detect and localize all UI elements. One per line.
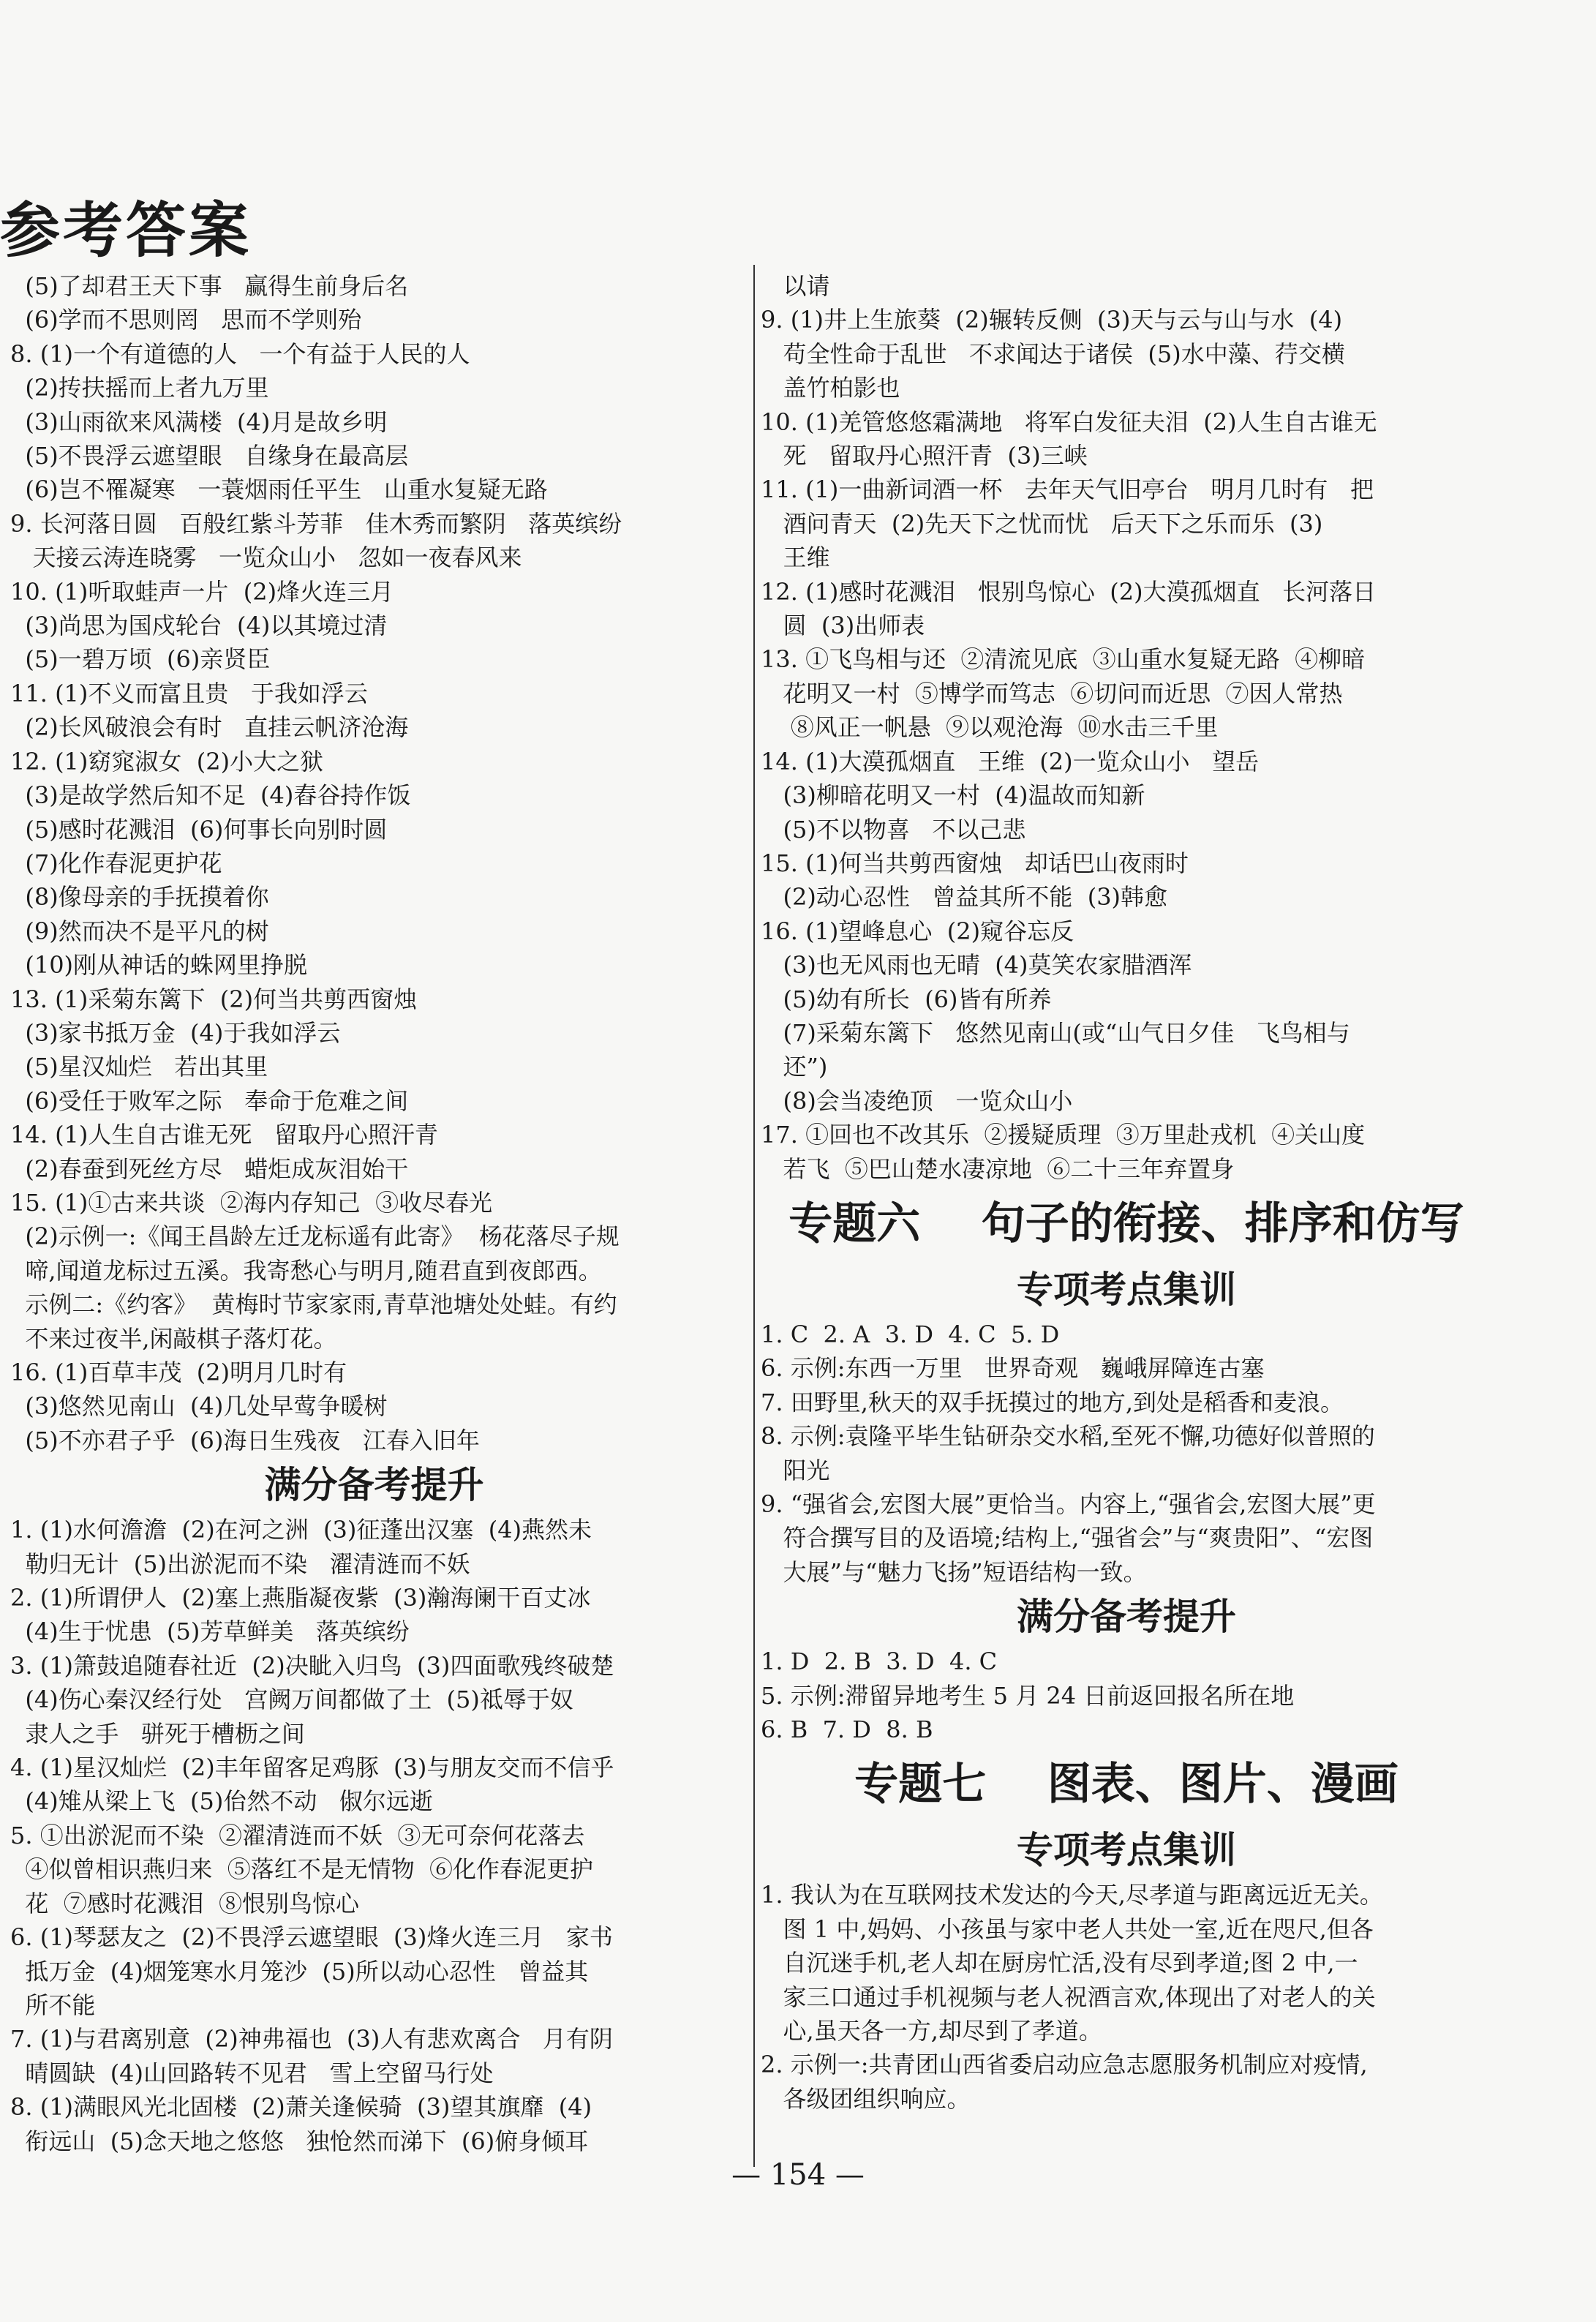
answer-line: 11. (1)不义而富且贵 于我如浮云: [10, 679, 368, 707]
answer-line: (6)受任于败军之际 奉命于危难之间: [10, 1086, 409, 1115]
answer-line: 盖竹柏影也: [761, 374, 900, 402]
answer-line: 1. C 2. A 3. D 4. C 5. D: [761, 1320, 1060, 1348]
answer-line: 各级团组织响应。: [761, 2084, 971, 2113]
answer-line: (5)幼有所长 (6)皆有所养: [761, 985, 1052, 1013]
answer-line: (5)不以物喜 不以己悲: [761, 815, 1026, 843]
answer-line: 自沉迷手机,老人却在厨房忙活,没有尽到孝道;图 2 中,一: [761, 1949, 1358, 1977]
page-title: 参考答案: [0, 196, 252, 266]
section-heading: 专题六 句子的衔接、排序和仿写: [788, 1198, 1464, 1250]
answer-line: 10. (1)羌管悠悠霜满地 将军白发征夫泪 (2)人生自古谁无: [761, 407, 1377, 436]
answer-line: 5. 示例:滞留异地考生 5 月 24 日前返回报名所在地: [761, 1681, 1295, 1710]
answer-line: (5)不亦君子乎 (6)海日生残夜 江春入旧年: [10, 1426, 480, 1454]
answer-line: (3)是故学然后知不足 (4)舂谷持作饭: [10, 781, 411, 810]
answer-line: (5)一碧万顷 (6)亲贤臣: [10, 645, 271, 674]
answer-line: 心,虽天各一方,却尽到了孝道。: [761, 2017, 1102, 2045]
subsection-heading: 满分备考提升: [1017, 1596, 1236, 1639]
answer-line: 若飞 ⑤巴山楚水凄凉地 ⑥二十三年弃置身: [761, 1154, 1235, 1183]
answer-line: (2)长风破浪会有时 直挂云帆济沧海: [10, 713, 409, 742]
answer-line: 还”): [761, 1053, 828, 1081]
answer-line: 阳光: [761, 1456, 830, 1484]
answer-line: (7)化作春泥更护花: [10, 849, 222, 877]
subsection-heading: 专项考点集训: [1017, 1268, 1236, 1311]
answer-line: 抵万金 (4)烟笼寒水月笼沙 (5)所以动心忍性 曾益其: [10, 1957, 589, 1985]
answer-line: 14. (1)人生自古谁无死 留取丹心照汗青: [10, 1121, 438, 1149]
answer-line: ⑧风正一帆悬 ⑨以观沧海 ⑩水击三千里: [761, 713, 1219, 742]
answer-line: 13. ①飞鸟相与还 ②清流见底 ③山重水复疑无路 ④柳暗: [761, 645, 1366, 674]
subsection-heading: 满分备考提升: [264, 1464, 484, 1507]
answer-line: 6. (1)琴瑟友之 (2)不畏浮云遮望眼 (3)烽火连三月 家书: [10, 1923, 613, 1952]
answer-line: 13. (1)采菊东篱下 (2)何当共剪西窗烛: [10, 985, 418, 1013]
answer-line: (9)然而决不是平凡的树: [10, 917, 269, 945]
answer-line: 死 留取丹心照汗青 (3)三峡: [761, 442, 1088, 470]
answer-line: (7)采菊东篱下 悠然见南山(或“山气日夕佳 飞鸟相与: [761, 1018, 1350, 1047]
answer-line: 隶人之手 骈死于槽枥之间: [10, 1719, 305, 1748]
answer-line: 6. 示例:东西一万里 世界奇观 巍峨屏障连古塞: [761, 1354, 1265, 1383]
answer-line: 11. (1)一曲新词酒一杯 去年天气旧亭台 明月几时有 把: [761, 476, 1374, 504]
answer-line: (5)了却君王天下事 赢得生前身后名: [10, 272, 409, 300]
answer-line: 晴圆缺 (4)山回路转不见君 雪上空留马行处: [10, 2059, 494, 2087]
answer-line: (6)岂不罹凝寒 一蓑烟雨任平生 山重水复疑无路: [10, 476, 548, 504]
answer-line: 符合撰写目的及语境;结构上,“强省会”与“爽贵阳”、“宏图: [761, 1524, 1374, 1552]
answer-line: 圆 (3)出师表: [761, 612, 925, 640]
answer-line: (5)感时花溅泪 (6)何事长向别时圆: [10, 815, 388, 843]
answer-line: (2)动心忍性 曾益其所不能 (3)韩愈: [761, 883, 1168, 912]
answer-line: 9. 长河落日圆 百般红紫斗芳菲 佳木秀而繁阴 落英缤纷: [10, 509, 622, 538]
answer-line: 7. 田野里,秋天的双手抚摸过的地方,到处是稻香和麦浪。: [761, 1388, 1344, 1416]
answer-line: (6)学而不思则罔 思而不学则殆: [10, 306, 362, 334]
answer-line: 花明又一村 ⑤博学而笃志 ⑥切问而近思 ⑦因人常热: [761, 679, 1343, 707]
answer-line: 8. 示例:袁隆平毕生钻研杂交水稻,至死不懈,功德好似普照的: [761, 1422, 1375, 1451]
subsection-heading: 专项考点集训: [1017, 1829, 1236, 1872]
answer-line: 苟全性命于乱世 不求闻达于诸侯 (5)水中藻、荇交横: [761, 339, 1345, 368]
answer-line: 12. (1)感时花溅泪 恨别鸟惊心 (2)大漠孤烟直 长河落日: [761, 577, 1377, 606]
answer-line: (10)刚从神话的蛛网里挣脱: [10, 951, 308, 980]
answer-line: 9. (1)井上生旅葵 (2)辗转反侧 (3)天与云与山与水 (4): [761, 306, 1343, 334]
answer-line: 花 ⑦感时花溅泪 ⑧恨别鸟惊心: [10, 1889, 360, 1917]
answer-line: 16. (1)百草丰茂 (2)明月几时有: [10, 1359, 347, 1386]
answer-line: (3)柳暗花明又一村 (4)温故而知新: [761, 781, 1145, 810]
answer-line: 天接云涛连晓雾 一览众山小 忽如一夜春风来: [10, 544, 522, 572]
answer-line: 9. “强省会,宏图大展”更恰当。内容上,“强省会,宏图大展”更: [761, 1490, 1376, 1518]
answer-line: 5. ①出淤泥而不染 ②濯清涟而不妖 ③无可奈何花落去: [10, 1821, 585, 1849]
answer-line: 不来过夜半,闲敲棋子落灯花。: [10, 1324, 337, 1353]
answer-line: (2)春蚕到死丝方尽 蜡炬成灰泪始干: [10, 1154, 409, 1183]
right-column: [761, 269, 1492, 2116]
answer-line: 示例二:《约客》 黄梅时节家家雨,青草池塘处处蛙。有约: [10, 1290, 617, 1319]
answer-line: (4)雉从梁上飞 (5)佁然不动 俶尔远逝: [10, 1787, 433, 1816]
left-column: [10, 269, 738, 2158]
answer-line: 4. (1)星汉灿烂 (2)丰年留客足鸡豚 (3)与朋友交而不信乎: [10, 1754, 614, 1782]
answer-line: 10. (1)听取蛙声一片 (2)烽火连三月: [10, 577, 394, 606]
answer-line: (8)会当凌绝顶 一览众山小: [761, 1086, 1073, 1115]
answer-line: (3)悠然见南山 (4)几处早莺争暖树: [10, 1392, 388, 1421]
answer-line: ④似曾相识燕归来 ⑤落红不是无情物 ⑥化作春泥更护: [10, 1855, 594, 1884]
answer-line: (8)像母亲的手抚摸着你: [10, 883, 269, 912]
answer-line: (4)生于忧患 (5)芳草鲜美 落英缤纷: [10, 1617, 410, 1646]
answer-line: (3)家书抵万金 (4)于我如浮云: [10, 1018, 341, 1047]
column-divider: [753, 265, 755, 2167]
answer-line: (3)也无风雨也无晴 (4)莫笑农家腊酒浑: [761, 951, 1192, 980]
answer-line: 所不能: [10, 1991, 96, 2019]
answer-line: 王维: [761, 544, 830, 572]
answer-line: 8. (1)满眼风光北固楼 (2)萧关逢候骑 (3)望其旗靡 (4): [10, 2093, 592, 2122]
answer-line: 7. (1)与君离别意 (2)神弗福也 (3)人有悲欢离合 月有阴: [10, 2025, 613, 2054]
answer-line: 14. (1)大漠孤烟直 王维 (2)一览众山小 望岳: [761, 747, 1260, 775]
answer-line: (3)山雨欲来风满楼 (4)月是故乡明: [10, 407, 388, 436]
answer-line: (3)尚思为国戍轮台 (4)以其境过清: [10, 612, 388, 640]
answer-line: 6. B 7. D 8. B: [761, 1716, 933, 1744]
answer-line: (2)抟扶摇而上者九万里: [10, 374, 269, 402]
answer-line: (5)星汉灿烂 若出其里: [10, 1053, 268, 1081]
answer-line: 15. (1)①古来共谈 ②海内存知己 ③收尽春光: [10, 1188, 493, 1217]
answer-line: 1. 我认为在互联网技术发达的今天,尽孝道与距离远近无关。: [761, 1881, 1383, 1909]
answer-line: 17. ①回也不改其乐 ②援疑质理 ③万里赴戎机 ④关山度: [761, 1121, 1366, 1149]
section-heading: 专题七 图表、图片、漫画: [854, 1759, 1399, 1811]
answer-line: 12. (1)窈窕淑女 (2)小大之狱: [10, 747, 324, 775]
answer-line: 2. (1)所谓伊人 (2)塞上燕脂凝夜紫 (3)瀚海阑干百丈冰: [10, 1584, 591, 1612]
answer-line: 家三口通过手机视频与老人祝酒言欢,体现出了对老人的关: [761, 1983, 1376, 2011]
answer-line: 1. D 2. B 3. D 4. C: [761, 1647, 998, 1676]
answer-line: 16. (1)望峰息心 (2)窥谷忘反: [761, 917, 1074, 945]
answer-line: 8. (1)一个有道德的人 一个有益于人民的人: [10, 339, 470, 368]
answer-line: 2. 示例一:共青团山西省委启动应急志愿服务机制应对疫情,: [761, 2051, 1368, 2079]
answer-line: 大展”与“魅力飞扬”短语结构一致。: [761, 1558, 1147, 1586]
answer-line: (2)示例一:《闻王昌龄左迁龙标遥有此寄》 杨花落尽子规: [10, 1222, 620, 1251]
answer-line: 3. (1)箫鼓追随春社近 (2)决眦入归鸟 (3)四面歌残终破楚: [10, 1651, 614, 1680]
answer-line: 衔远山 (5)念天地之悠悠 独怆然而涕下 (6)俯身倾耳: [10, 2127, 589, 2155]
answer-line: 啼,闻道龙标过五溪。我寄愁心与明月,随君直到夜郎西。: [10, 1256, 602, 1285]
answer-line: 图 1 中,妈妈、小孩虽与家中老人共处一室,近在咫尺,但各: [761, 1915, 1374, 1943]
answer-line: 以请: [761, 272, 830, 300]
answer-line: 勒归无计 (5)出淤泥而不染 濯清涟而不妖: [10, 1549, 470, 1578]
page-number: — 154 —: [731, 2158, 865, 2192]
answer-line: 15. (1)何当共剪西窗烛 却话巴山夜雨时: [761, 849, 1189, 877]
answer-line: 酒问青天 (2)先天下之忧而忧 后天下之乐而乐 (3): [761, 509, 1323, 538]
answer-line: (5)不畏浮云遮望眼 自缘身在最高层: [10, 442, 409, 470]
answer-line: (4)伤心秦汉经行处 宫阙万间都做了土 (5)祗辱于奴: [10, 1686, 573, 1714]
answer-line: 1. (1)水何澹澹 (2)在河之洲 (3)征蓬出汉塞 (4)燕然未: [10, 1516, 592, 1544]
